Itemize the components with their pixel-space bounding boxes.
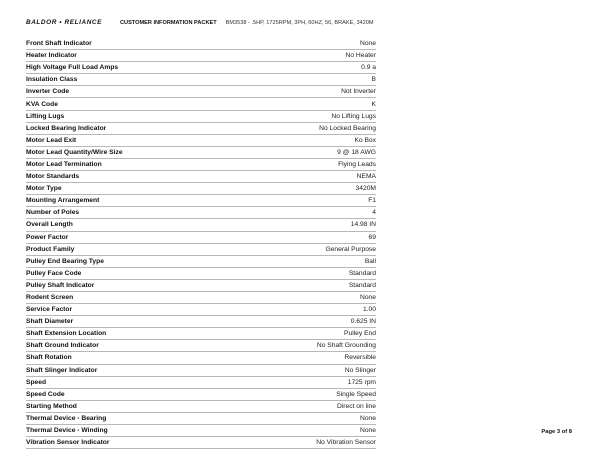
spec-row bbox=[26, 425, 376, 437]
spec-value: 69 bbox=[368, 233, 376, 241]
spec-row bbox=[26, 377, 376, 389]
spec-row bbox=[26, 328, 376, 340]
spec-value: Ball bbox=[364, 257, 376, 265]
spec-value: No Shaft Grounding bbox=[316, 342, 376, 350]
spec-value: No Slinger bbox=[344, 366, 376, 374]
spec-row bbox=[26, 437, 376, 449]
spec-row bbox=[26, 50, 376, 62]
spec-value: Pulley End bbox=[344, 330, 376, 338]
spec-name: Shaft Ground Indicator bbox=[26, 342, 99, 350]
spec-value: 3420M bbox=[355, 185, 376, 193]
spec-row bbox=[26, 171, 376, 183]
spec-row bbox=[26, 159, 376, 171]
spec-row bbox=[26, 195, 376, 207]
spec-name: Thermal Device - Winding bbox=[26, 427, 108, 435]
spec-value: K bbox=[371, 100, 376, 108]
spec-row bbox=[26, 135, 376, 147]
spec-value: F1 bbox=[368, 197, 376, 205]
spec-row bbox=[26, 123, 376, 135]
spec-value: No Vibration Sensor bbox=[316, 439, 376, 447]
spec-name: Speed bbox=[26, 378, 47, 386]
spec-row bbox=[26, 389, 376, 401]
spec-name: Pulley End Bearing Type bbox=[26, 257, 104, 265]
spec-value: None bbox=[360, 414, 376, 422]
spec-value: Flying Leads bbox=[338, 160, 376, 168]
spec-value: Standard bbox=[348, 281, 376, 289]
spec-name: High Voltage Full Load Amps bbox=[26, 64, 119, 72]
spec-name: Vibration Sensor Indicator bbox=[26, 439, 110, 447]
spec-value: NEMA bbox=[356, 173, 376, 181]
spec-value: Ko Box bbox=[354, 136, 376, 144]
spec-name: KVA Code bbox=[26, 100, 58, 108]
spec-name: Power Factor bbox=[26, 233, 69, 241]
spec-value: 9 @ 18 AWG bbox=[337, 148, 376, 156]
spec-row bbox=[26, 183, 376, 195]
spec-row bbox=[26, 280, 376, 292]
spec-name: Motor Type bbox=[26, 185, 62, 193]
spec-name: Speed Code bbox=[26, 390, 65, 398]
spec-row bbox=[26, 268, 376, 280]
spec-value: 4 bbox=[372, 209, 376, 217]
spec-name: Thermal Device - Bearing bbox=[26, 414, 107, 422]
spec-row bbox=[26, 219, 376, 231]
spec-name: Inverter Code bbox=[26, 88, 70, 96]
spec-row bbox=[26, 292, 376, 304]
spec-row bbox=[26, 38, 376, 50]
spec-row bbox=[26, 256, 376, 268]
page-header bbox=[26, 19, 374, 26]
spec-value: 0.9 a bbox=[361, 64, 376, 72]
spec-value: B bbox=[371, 76, 376, 84]
spec-row bbox=[26, 316, 376, 328]
spec-value: 0.625 IN bbox=[350, 318, 376, 326]
page-number: Page 3 of 8 bbox=[541, 429, 572, 435]
spec-value: Standard bbox=[348, 269, 376, 277]
spec-value: 14.98 IN bbox=[350, 221, 376, 229]
spec-name: Pulley Shaft Indicator bbox=[26, 281, 95, 289]
spec-row bbox=[26, 111, 376, 123]
product-description: BM3538 - .5HP, 1725RPM, 3PH, 60HZ, 56, BRAKE, 3420M bbox=[225, 19, 374, 26]
spec-name: Shaft Extension Location bbox=[26, 330, 107, 338]
spec-row bbox=[26, 413, 376, 425]
spec-value: 1.00 bbox=[362, 306, 376, 314]
spec-value: Reversible bbox=[344, 354, 376, 362]
spec-row bbox=[26, 365, 376, 377]
spec-value: None bbox=[360, 427, 376, 435]
spec-name: Shaft Slinger Indicator bbox=[26, 366, 98, 374]
spec-name: Motor Lead Termination bbox=[26, 160, 102, 168]
spec-name: Service Factor bbox=[26, 306, 73, 314]
spec-row bbox=[26, 340, 376, 352]
spec-value: General Purpose bbox=[325, 245, 376, 253]
spec-value: 1725 rpm bbox=[347, 378, 376, 386]
spec-name: Rodent Screen bbox=[26, 294, 74, 302]
spec-value: Direct on line bbox=[336, 402, 376, 410]
spec-row bbox=[26, 86, 376, 98]
spec-name: Insulation Class bbox=[26, 76, 78, 84]
spec-name: Mounting Arrangement bbox=[26, 197, 100, 205]
spec-value: No Lifting Lugs bbox=[331, 112, 376, 120]
brand-logo: BALDOR • RELIANCE bbox=[26, 19, 102, 26]
spec-row bbox=[26, 401, 376, 413]
spec-name: Shaft Diameter bbox=[26, 318, 74, 326]
spec-row bbox=[26, 74, 376, 86]
spec-name: Starting Method bbox=[26, 402, 77, 410]
spec-value: None bbox=[360, 40, 376, 48]
spec-name: Locked Bearing Indicator bbox=[26, 124, 107, 132]
spec-name: Front Shaft Indicator bbox=[26, 40, 92, 48]
spec-row bbox=[26, 232, 376, 244]
spec-name: Pulley Face Code bbox=[26, 269, 82, 277]
spec-table bbox=[26, 38, 376, 449]
spec-row bbox=[26, 304, 376, 316]
spec-value: None bbox=[360, 294, 376, 302]
spec-row bbox=[26, 98, 376, 110]
document-type: CUSTOMER INFORMATION PACKET bbox=[120, 19, 217, 26]
spec-name: Heater Indicator bbox=[26, 52, 77, 60]
spec-name: Motor Lead Quantity/Wire Size bbox=[26, 148, 123, 156]
spec-name: Overall Length bbox=[26, 221, 73, 229]
spec-name: Lifting Lugs bbox=[26, 112, 65, 120]
spec-row bbox=[26, 352, 376, 364]
spec-name: Number of Poles bbox=[26, 209, 80, 217]
spec-name: Shaft Rotation bbox=[26, 354, 72, 362]
spec-row bbox=[26, 244, 376, 256]
spec-row bbox=[26, 207, 376, 219]
spec-name: Motor Standards bbox=[26, 173, 80, 181]
spec-name: Product Family bbox=[26, 245, 75, 253]
spec-value: Not Inverter bbox=[341, 88, 376, 96]
spec-value: No Heater bbox=[345, 52, 376, 60]
spec-row bbox=[26, 62, 376, 74]
spec-row bbox=[26, 147, 376, 159]
spec-value: Single Speed bbox=[336, 390, 376, 398]
spec-name: Motor Lead Exit bbox=[26, 136, 77, 144]
spec-value: No Locked Bearing bbox=[319, 124, 376, 132]
